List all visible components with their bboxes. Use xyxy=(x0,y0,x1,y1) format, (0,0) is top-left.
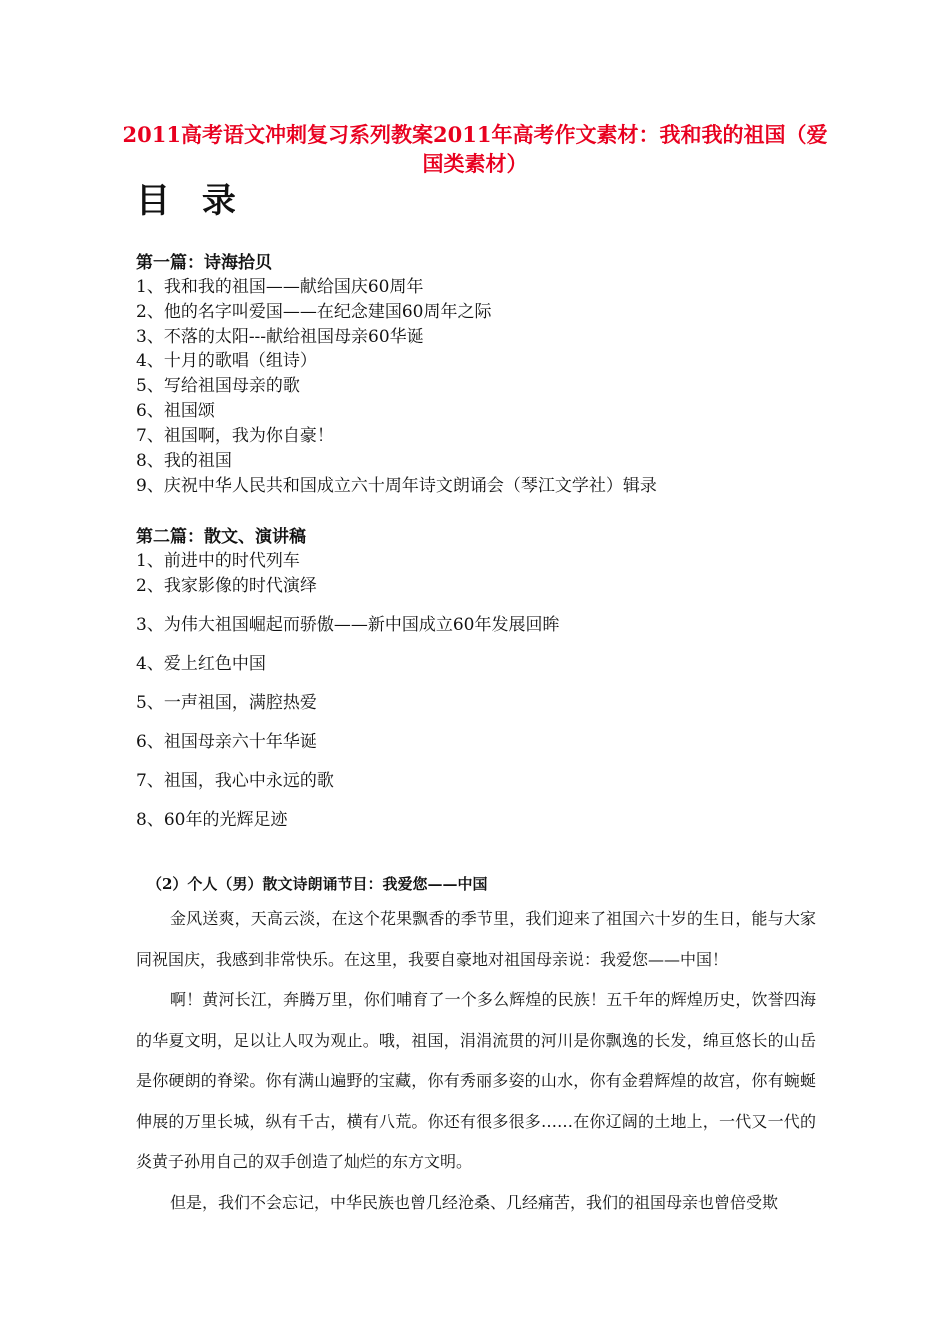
toc-item: 4、爱上红色中国 xyxy=(136,654,266,674)
paragraph: 金风送爽，天高云淡，在这个花果飘香的季节里，我们迎来了祖国六十岁的生日，能与大家同祝国庆，我感到非常快乐。在这里，我要自豪地对祖国母亲说：我爱您——中国！ xyxy=(136,909,816,969)
toc-item: 5、一声祖国，满腔热爱 xyxy=(136,693,317,713)
part1-heading: 第一篇：诗海拾贝 xyxy=(136,253,272,273)
toc-item: 7、祖国啊，我为你自豪！ xyxy=(136,426,334,446)
toc-item: 4、十月的歌唱（组诗） xyxy=(136,351,317,371)
toc-item: 6、祖国母亲六十年华诞 xyxy=(136,732,317,752)
toc-item: 1、我和我的祖国——献给国庆60周年 xyxy=(136,277,424,297)
toc-heading: 目 录 xyxy=(136,181,246,221)
toc-item: 8、60年的光辉足迹 xyxy=(136,810,288,830)
paragraph: 但是，我们不会忘记，中华民族也曾几经沧桑、几经痛苦，我们的祖国母亲也曾倍受欺 xyxy=(170,1193,779,1212)
paragraph: 啊！黄河长江，奔腾万里，你们哺育了一个多么辉煌的民族！五千年的辉煌历史，饮誉四海的华夏文明，足以让人叹为观止。哦，祖国，涓涓流贯的河川是你飘逸的长发，绵亘悠长的山岳是你硬朗的脊梁。你有满山遍野的宝藏，你有秀丽多姿的山水，你有金碧辉煌的故宫，你有蜿蜒伸展的万里长城，纵有千古，横有八荒。你还有很多很多……在你辽阔的土地上，一代又一代的炎黄子孙用自己的双手创造了灿烂的东方文明。 xyxy=(136,990,816,1172)
toc-item: 8、我的祖国 xyxy=(136,451,232,471)
toc-item: 2、他的名字叫爱国——在纪念建国60周年之际 xyxy=(136,302,492,322)
toc-item: 7、祖国，我心中永远的歌 xyxy=(136,771,334,791)
section-heading: （2）个人（男）散文诗朗诵节目：我爱您——中国 xyxy=(147,875,488,893)
toc-item: 5、写给祖国母亲的歌 xyxy=(136,376,300,396)
toc-item: 3、不落的太阳---献给祖国母亲60华诞 xyxy=(136,327,424,347)
toc-item: 2、我家影像的时代演绎 xyxy=(136,576,317,596)
toc-item: 6、祖国颂 xyxy=(136,401,215,421)
document-title: 2011高考语文冲刺复习系列教案2011年高考作文素材：我和我的祖国（爱国类素材） xyxy=(122,122,828,176)
toc-item: 9、庆祝中华人民共和国成立六十周年诗文朗诵会（琴江文学社）辑录 xyxy=(136,476,657,496)
part2-heading: 第二篇：散文、演讲稿 xyxy=(136,527,306,547)
toc-item: 3、为伟大祖国崛起而骄傲——新中国成立60年发展回眸 xyxy=(136,615,560,635)
toc-item: 1、前进中的时代列车 xyxy=(136,551,300,571)
